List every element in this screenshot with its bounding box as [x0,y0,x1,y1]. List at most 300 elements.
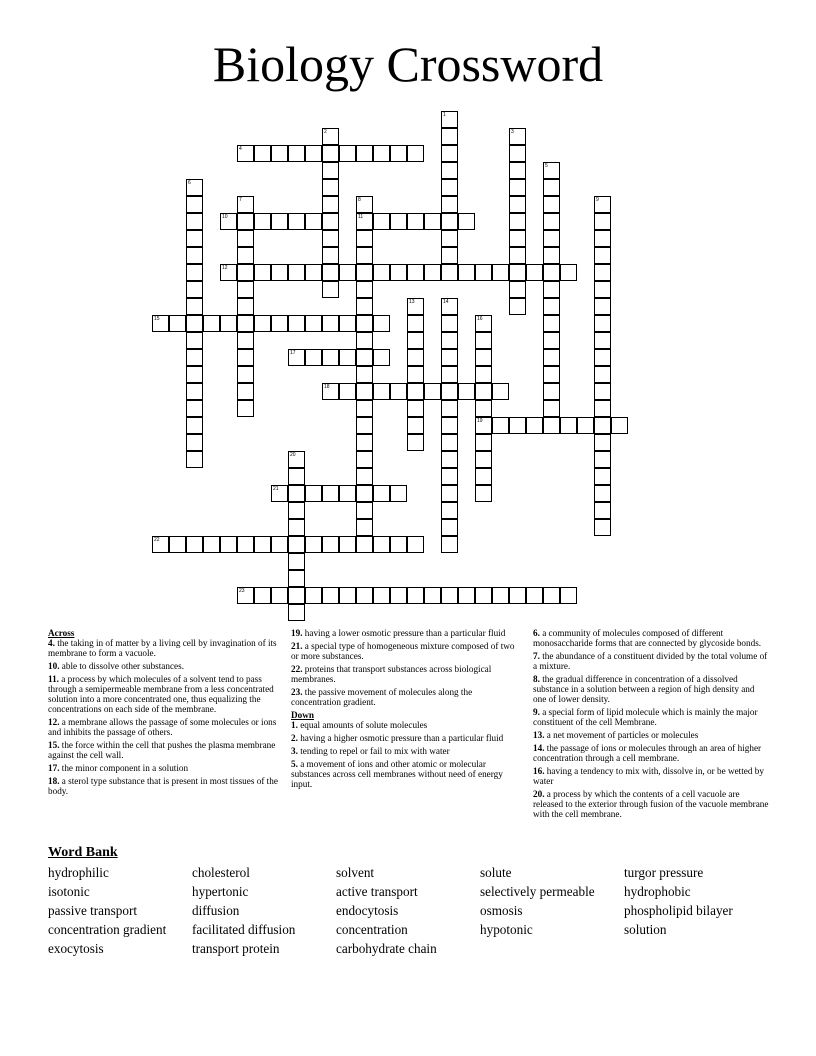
crossword-cell[interactable] [271,264,288,281]
word-bank-item: isotonic [48,884,90,899]
crossword-cell[interactable] [441,485,458,502]
across-clue [48,717,282,737]
crossword-cell[interactable] [577,417,594,434]
crossword-cell[interactable] [543,196,560,213]
crossword-cell[interactable] [475,468,492,485]
crossword-cell[interactable] [390,213,407,230]
crossword-cell[interactable] [339,587,356,604]
crossword-cell[interactable] [441,213,458,230]
crossword-cell[interactable] [407,315,424,332]
crossword-cell[interactable] [186,298,203,315]
crossword-cell[interactable] [594,468,611,485]
crossword-cell[interactable] [356,213,373,230]
crossword-cell[interactable] [186,451,203,468]
crossword-cell[interactable] [288,468,305,485]
crossword-cell[interactable] [441,230,458,247]
crossword-cell[interactable] [407,332,424,349]
crossword-cell[interactable] [237,281,254,298]
crossword-cell[interactable] [373,485,390,502]
crossword-cell[interactable] [373,536,390,553]
crossword-cell[interactable] [186,196,203,213]
crossword-cell[interactable] [594,519,611,536]
crossword-cell[interactable] [288,587,305,604]
crossword-cell[interactable] [407,587,424,604]
crossword-cell[interactable] [441,349,458,366]
crossword-cell[interactable] [169,315,186,332]
clue-text: a membrane allows the passage of some molecules or ions and inhibits the passage of others. [48,717,277,737]
crossword-cell[interactable] [237,230,254,247]
crossword-cell[interactable] [543,247,560,264]
crossword-cell[interactable] [424,587,441,604]
crossword-cell[interactable] [237,264,254,281]
crossword-cell[interactable] [390,587,407,604]
crossword-cell[interactable] [509,587,526,604]
crossword-cell[interactable] [237,213,254,230]
crossword-cell[interactable] [509,213,526,230]
crossword-cell[interactable] [441,366,458,383]
clue-num: 10. [48,661,60,671]
crossword-cell[interactable] [288,451,305,468]
crossword-cell[interactable] [288,519,305,536]
crossword-cell[interactable] [543,315,560,332]
crossword-cell[interactable] [356,315,373,332]
crossword-cell[interactable] [458,587,475,604]
crossword-cell[interactable] [203,536,220,553]
crossword-cell[interactable] [441,536,458,553]
clue-text: a process by which the contents of a cell vacuole are released to the exterior through fusion of the vacuole membrane with the cell membrane. [533,789,769,819]
crossword-cell[interactable] [322,315,339,332]
crossword-cell[interactable] [407,366,424,383]
crossword-cell[interactable] [271,485,288,502]
crossword-cell[interactable] [237,145,254,162]
crossword-cell[interactable] [543,587,560,604]
crossword-cell[interactable] [543,162,560,179]
crossword-cell[interactable] [322,162,339,179]
crossword-cell[interactable] [254,145,271,162]
crossword-cell[interactable] [373,383,390,400]
crossword-cell[interactable] [594,196,611,213]
crossword-cell[interactable] [475,451,492,468]
crossword-cell[interactable] [594,366,611,383]
clue-number: 14 [443,299,449,305]
crossword-cell[interactable] [509,196,526,213]
crossword-cell[interactable] [322,264,339,281]
clue-number: 3 [511,129,514,135]
crossword-cell[interactable] [543,213,560,230]
crossword-cell[interactable] [594,247,611,264]
crossword-cell[interactable] [220,264,237,281]
crossword-cell[interactable] [237,349,254,366]
word-bank-item: turgor pressure [624,865,704,880]
crossword-cell[interactable] [237,315,254,332]
crossword-cell[interactable] [220,213,237,230]
crossword-cell[interactable] [254,587,271,604]
crossword-cell[interactable] [509,179,526,196]
crossword-cell[interactable] [237,383,254,400]
crossword-cell[interactable] [339,315,356,332]
crossword-cell[interactable] [594,434,611,451]
crossword-cell[interactable] [594,349,611,366]
crossword-cell[interactable] [356,519,373,536]
crossword-cell[interactable] [186,247,203,264]
crossword-cell[interactable] [356,264,373,281]
crossword-cell[interactable] [543,298,560,315]
crossword-cell[interactable] [594,400,611,417]
crossword-cell[interactable] [475,315,492,332]
crossword-cell[interactable] [356,485,373,502]
crossword-cell[interactable] [441,128,458,145]
crossword-cell[interactable] [220,536,237,553]
crossword-cell[interactable] [526,417,543,434]
crossword-cell[interactable] [407,400,424,417]
crossword-cell[interactable] [186,383,203,400]
crossword-cell[interactable] [305,264,322,281]
crossword-cell[interactable] [441,264,458,281]
across-clue [291,641,521,661]
crossword-cell[interactable] [169,536,186,553]
crossword-cell[interactable] [509,298,526,315]
crossword-cell[interactable] [594,315,611,332]
crossword-cell[interactable] [492,587,509,604]
crossword-cell[interactable] [322,536,339,553]
crossword-cell[interactable] [543,230,560,247]
crossword-cell[interactable] [407,349,424,366]
crossword-cell[interactable] [288,553,305,570]
crossword-cell[interactable] [288,502,305,519]
crossword-cell[interactable] [373,315,390,332]
crossword-cell[interactable] [441,417,458,434]
word-bank-item: hypertonic [192,884,249,899]
crossword-cell[interactable] [356,468,373,485]
crossword-cell[interactable] [594,502,611,519]
crossword-cell[interactable] [339,383,356,400]
crossword-cell[interactable] [475,332,492,349]
crossword-cell[interactable] [254,536,271,553]
crossword-cell[interactable] [560,587,577,604]
word-bank-item: endocytosis [336,903,399,918]
crossword-cell[interactable] [356,230,373,247]
crossword-cell[interactable] [441,519,458,536]
crossword-cell[interactable] [475,587,492,604]
crossword-cell[interactable] [509,264,526,281]
crossword-cell[interactable] [322,383,339,400]
crossword-cell[interactable] [543,332,560,349]
crossword-cell[interactable] [152,315,169,332]
crossword-cell[interactable] [611,417,628,434]
crossword-cell[interactable] [254,264,271,281]
crossword-cell[interactable] [509,417,526,434]
crossword-cell[interactable] [407,383,424,400]
crossword-cell[interactable] [441,451,458,468]
crossword-cell[interactable] [356,349,373,366]
crossword-cell[interactable] [475,400,492,417]
crossword-cell[interactable] [441,400,458,417]
clue-number: 7 [239,197,242,203]
crossword-cell[interactable] [594,213,611,230]
crossword-cell[interactable] [339,264,356,281]
crossword-cell[interactable] [152,536,169,553]
crossword-cell[interactable] [390,383,407,400]
crossword-cell[interactable] [458,213,475,230]
crossword-cell[interactable] [594,281,611,298]
crossword-cell[interactable] [271,315,288,332]
crossword-cell[interactable] [322,179,339,196]
crossword-cell[interactable] [390,145,407,162]
crossword-cell[interactable] [458,264,475,281]
crossword-cell[interactable] [526,264,543,281]
crossword-cell[interactable] [543,417,560,434]
word-bank [48,863,778,958]
crossword-cell[interactable] [441,502,458,519]
crossword-cell[interactable] [186,434,203,451]
down-clue [533,743,769,763]
crossword-cell[interactable] [560,264,577,281]
crossword-cell[interactable] [475,349,492,366]
crossword-cell[interactable] [509,145,526,162]
crossword-cell[interactable] [594,230,611,247]
crossword-cell[interactable] [322,230,339,247]
crossword-cell[interactable] [203,315,220,332]
crossword-cell[interactable] [186,281,203,298]
crossword-cell[interactable] [373,587,390,604]
crossword-cell[interactable] [322,196,339,213]
crossword-cell[interactable] [407,417,424,434]
crossword-cell[interactable] [475,264,492,281]
crossword-cell[interactable] [288,536,305,553]
crossword-cell[interactable] [441,247,458,264]
crossword-cell[interactable] [407,434,424,451]
crossword-cell[interactable] [288,264,305,281]
crossword-cell[interactable] [373,145,390,162]
crossword-cell[interactable] [373,264,390,281]
crossword-cell[interactable] [186,230,203,247]
crossword-cell[interactable] [237,587,254,604]
crossword-cell[interactable] [339,485,356,502]
crossword-cell[interactable] [186,349,203,366]
clue-number: 18 [324,384,330,390]
crossword-cell[interactable] [441,434,458,451]
crossword-cell[interactable] [356,451,373,468]
crossword-cell[interactable] [288,349,305,366]
crossword-cell[interactable] [322,145,339,162]
crossword-cell[interactable] [237,536,254,553]
crossword-cell[interactable] [288,145,305,162]
crossword-cell[interactable] [424,264,441,281]
crossword-cell[interactable] [322,587,339,604]
crossword-cell[interactable] [356,366,373,383]
crossword-cell[interactable] [305,536,322,553]
crossword-cell[interactable] [526,587,543,604]
crossword-cell[interactable] [509,247,526,264]
crossword-cell[interactable] [424,213,441,230]
crossword-cell[interactable] [220,315,237,332]
clue-number: 23 [239,588,245,594]
crossword-cell[interactable] [441,383,458,400]
crossword-cell[interactable] [356,145,373,162]
crossword-cell[interactable] [492,383,509,400]
clue-number: 22 [154,537,160,543]
crossword-cell[interactable] [288,485,305,502]
crossword-cell[interactable] [186,213,203,230]
clue-num: 19. [291,628,303,638]
across-clue [48,776,282,796]
crossword-cell[interactable] [543,366,560,383]
crossword-cell[interactable] [475,434,492,451]
crossword-cell[interactable] [543,383,560,400]
crossword-cell[interactable] [186,417,203,434]
clue-num: 2. [291,733,298,743]
crossword-cell[interactable] [305,145,322,162]
crossword-cell[interactable] [356,434,373,451]
crossword-cell[interactable] [186,536,203,553]
crossword-cell[interactable] [475,417,492,434]
crossword-cell[interactable] [594,298,611,315]
crossword-cell[interactable] [441,145,458,162]
crossword-cell[interactable] [509,281,526,298]
down-clue [533,766,769,786]
crossword-cell[interactable] [594,332,611,349]
crossword-cell[interactable] [237,400,254,417]
crossword-cell[interactable] [186,264,203,281]
crossword-cell[interactable] [475,485,492,502]
crossword-cell[interactable] [594,451,611,468]
crossword-cell[interactable] [271,145,288,162]
crossword-cell[interactable] [288,315,305,332]
crossword-cell[interactable] [560,417,577,434]
crossword-cell[interactable] [271,587,288,604]
crossword-cell[interactable] [186,315,203,332]
clue-num: 22. [291,664,303,674]
crossword-cell[interactable] [237,247,254,264]
crossword-cell[interactable] [594,485,611,502]
crossword-cell[interactable] [305,485,322,502]
crossword-cell[interactable] [424,383,441,400]
crossword-cell[interactable] [305,213,322,230]
crossword-cell[interactable] [186,332,203,349]
crossword-cell[interactable] [237,196,254,213]
crossword-cell[interactable] [441,315,458,332]
across-clue [291,664,521,684]
crossword-cell[interactable] [339,145,356,162]
crossword-cell[interactable] [543,349,560,366]
clue-number: 11 [358,214,364,220]
crossword-cell[interactable] [237,332,254,349]
crossword-cell[interactable] [322,128,339,145]
crossword-cell[interactable] [356,196,373,213]
crossword-cell[interactable] [254,213,271,230]
crossword-cell[interactable] [288,604,305,621]
crossword-cell[interactable] [373,349,390,366]
clue-num: 23. [291,687,303,697]
crossword-cell[interactable] [322,485,339,502]
crossword-cell[interactable] [254,315,271,332]
crossword-cell[interactable] [322,281,339,298]
crossword-cell[interactable] [390,485,407,502]
clue-number: 17 [290,350,296,356]
crossword-cell[interactable] [594,417,611,434]
crossword-cell[interactable] [407,145,424,162]
crossword-cell[interactable] [441,587,458,604]
crossword-cell[interactable] [271,536,288,553]
crossword-cell[interactable] [186,179,203,196]
crossword-cell[interactable] [543,264,560,281]
crossword-cell[interactable] [356,536,373,553]
clue-number: 4 [239,146,242,152]
crossword-cell[interactable] [288,213,305,230]
crossword-cell[interactable] [339,349,356,366]
crossword-cell[interactable] [441,332,458,349]
across-clue [48,661,282,671]
crossword-cell[interactable] [475,383,492,400]
crossword-cell[interactable] [288,570,305,587]
clue-text: the gradual difference in concentration of a dissolved substance in a solution between a region of high density and one of lower density. [533,674,755,704]
crossword-cell[interactable] [356,383,373,400]
crossword-cell[interactable] [543,281,560,298]
crossword-cell[interactable] [407,536,424,553]
crossword-cell[interactable] [509,230,526,247]
down-clue [291,720,521,730]
crossword-cell[interactable] [356,247,373,264]
crossword-cell[interactable] [322,247,339,264]
crossword-cell[interactable] [373,213,390,230]
word-bank-item: carbohydrate chain [336,941,437,956]
crossword-cell[interactable] [390,264,407,281]
crossword-cell[interactable] [322,349,339,366]
crossword-cell[interactable] [356,502,373,519]
crossword-cell[interactable] [543,400,560,417]
clue-number: 6 [188,180,191,186]
crossword-cell[interactable] [441,196,458,213]
crossword-cell[interactable] [492,264,509,281]
crossword-cell[interactable] [237,298,254,315]
crossword-cell[interactable] [356,281,373,298]
crossword-cell[interactable] [305,587,322,604]
crossword-cell[interactable] [390,536,407,553]
crossword-cell[interactable] [237,366,254,383]
crossword-cell[interactable] [509,128,526,145]
crossword-cell[interactable] [305,349,322,366]
crossword-cell[interactable] [475,366,492,383]
crossword-cell[interactable] [594,383,611,400]
crossword-cell[interactable] [509,162,526,179]
crossword-cell[interactable] [492,417,509,434]
crossword-cell[interactable] [407,298,424,315]
crossword-cell[interactable] [271,213,288,230]
crossword-cell[interactable] [356,417,373,434]
crossword-cell[interactable] [356,298,373,315]
word-bank-item: hydrophobic [624,884,691,899]
crossword-cell[interactable] [441,111,458,128]
crossword-cell[interactable] [356,587,373,604]
crossword-cell[interactable] [305,315,322,332]
crossword-cell[interactable] [407,264,424,281]
crossword-cell[interactable] [594,264,611,281]
crossword-cell[interactable] [339,536,356,553]
crossword-cell[interactable] [458,383,475,400]
crossword-cell[interactable] [322,213,339,230]
crossword-cell[interactable] [441,298,458,315]
crossword-cell[interactable] [186,400,203,417]
crossword-cell[interactable] [356,332,373,349]
crossword-cell[interactable] [441,162,458,179]
crossword-cell[interactable] [543,179,560,196]
crossword-cell[interactable] [441,179,458,196]
crossword-cell[interactable] [186,366,203,383]
across-clues-list-continued [291,628,521,707]
crossword-cell[interactable] [407,213,424,230]
crossword-cell[interactable] [356,400,373,417]
crossword-cell[interactable] [441,468,458,485]
